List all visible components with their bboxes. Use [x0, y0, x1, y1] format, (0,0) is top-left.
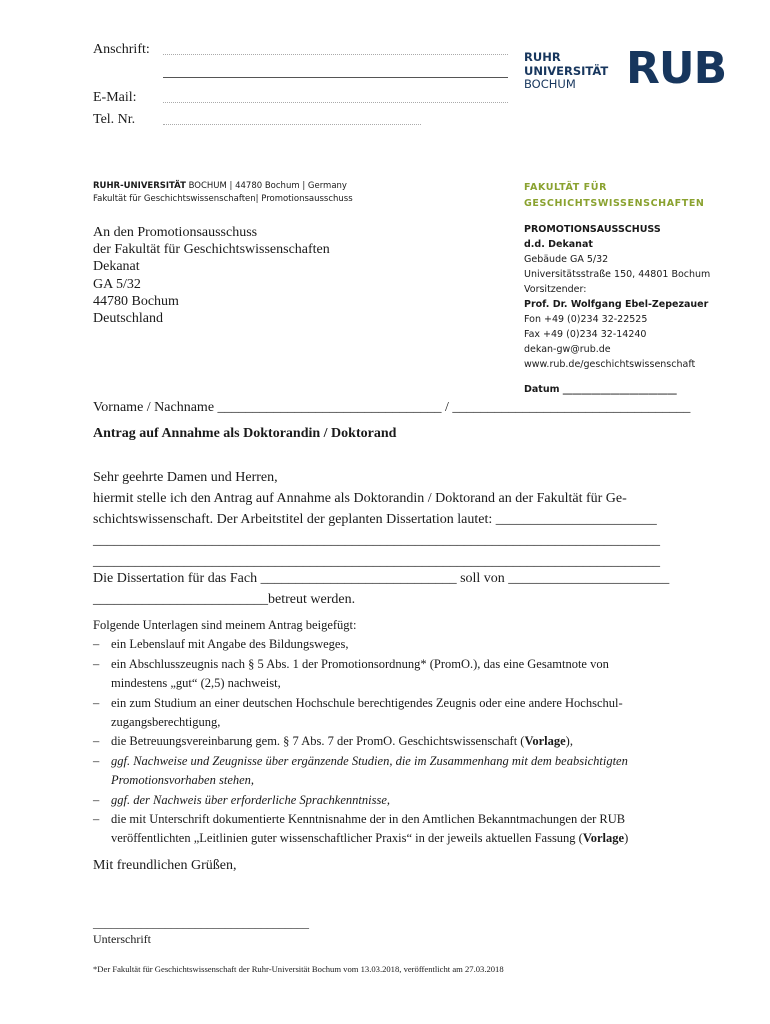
- list-item: [93, 791, 733, 810]
- committee-title: PROMOTIONSAUSSCHUSS: [524, 224, 661, 235]
- return-address-university: RUHR-UNIVERSITÄT: [93, 181, 186, 191]
- recipient-line: Dekanat: [93, 259, 140, 275]
- list-item-text: die Betreuungsvereinbarung gem. § 7 Abs. 7 der PromO. Geschichtswissenschaft (: [111, 734, 525, 749]
- email-field-line[interactable]: [163, 102, 508, 103]
- list-item-text: die mit Unterschrift dokumentierte Kenntnisnahme der in den Amtlichen Bekanntmachungen der RUB: [111, 812, 626, 827]
- list-dash: –: [93, 695, 100, 710]
- salutation: Sehr geehrte Damen und Herren,: [93, 470, 278, 485]
- fach-line[interactable]: Die Dissertation für das Fach ____________________________ soll von _______________________: [93, 571, 670, 586]
- address-field-line-2[interactable]: [163, 77, 508, 78]
- list-item-text: ggf. der Nachweis über erforderliche Sprachkenntnisse,: [111, 792, 391, 807]
- faculty-name: [524, 180, 704, 212]
- list-item-text: veröffentlichten „Leitlinien guter wissenschaftlicher Praxis“ in der jeweils aktuellen Fassung (: [111, 831, 583, 846]
- rub-logo: RUB: [626, 43, 727, 94]
- return-address-line-1: [93, 181, 347, 191]
- supervisor-line[interactable]: _________________________betreut werden.: [93, 592, 356, 607]
- template-link[interactable]: Vorlage: [524, 734, 566, 749]
- fax-number: Fax +49 (0)234 32-14240: [524, 329, 647, 340]
- list-item-text: ein Abschlusszeugnis nach § 5 Abs. 1 der Promotionsordnung* (PromO.), das eine Gesamtnote von: [111, 656, 609, 671]
- list-dash: –: [93, 656, 100, 671]
- list-dash: –: [93, 812, 100, 827]
- name-line[interactable]: Vorname / Nachname ________________________________ / __________________________________: [93, 400, 691, 415]
- list-item-text: ein zum Studium an einer deutschen Hochschule berechtigendes Zeugnis oder eine andere Hochschul-: [111, 695, 623, 710]
- list-dash: –: [93, 753, 100, 768]
- phone-number: Fon +49 (0)234 32-22525: [524, 314, 648, 325]
- street-address: Universitätsstraße 150, 44801 Bochum: [524, 269, 711, 280]
- return-address-line-2: Fakultät für Geschichtswissenschaften| Promotionsausschuss: [93, 194, 353, 204]
- contact-block: [524, 222, 764, 372]
- email-label: E-Mail:: [93, 90, 137, 105]
- attachments-list: [93, 616, 733, 849]
- closing: Mit freundlichen Grüßen,: [93, 858, 237, 873]
- subject-area-block: [93, 568, 669, 610]
- list-item: [93, 655, 733, 674]
- address-label: Anschrift:: [93, 42, 150, 57]
- date-field[interactable]: Datum ________________________: [524, 384, 677, 395]
- dean-label: d.d. Dekanat: [524, 239, 593, 250]
- list-dash: –: [93, 792, 100, 807]
- recipient-line: An den Promotionsausschuss: [93, 225, 258, 240]
- recipient-line: GA 5/32: [93, 276, 141, 292]
- return-address-city: BOCHUM | 44780 Bochum | Germany: [185, 181, 347, 191]
- wordmark-line-3: BOCHUM: [524, 77, 576, 91]
- list-item-text: zugangsberechtigung,: [111, 715, 221, 730]
- wordmark-line-1: RUHR: [524, 50, 561, 64]
- footnote: *Der Fakultät für Geschichtswissenschaft der Ruhr-Universität Bochum vom 13.03.2018, veröffentlicht am 27.03.2018: [93, 964, 504, 974]
- list-item-text: ): [624, 831, 629, 846]
- faculty-line-1: FAKULTÄT FÜR: [524, 182, 608, 193]
- contact-website[interactable]: www.rub.de/geschichtswissenschaft: [524, 359, 696, 370]
- list-item-continuation: [93, 829, 733, 848]
- building: Gebäude GA 5/32: [524, 254, 609, 265]
- chair-name: Prof. Dr. Wolfgang Ebel-Zepezauer: [524, 299, 709, 310]
- signature-label: Unterschrift: [93, 932, 151, 946]
- recipient-line: der Fakultät für Geschichtswissenschaften: [93, 242, 330, 258]
- list-item-continuation: [93, 713, 733, 732]
- title-blank-line[interactable]: _________________________________________________________________________________: [93, 554, 660, 569]
- chair-label: Vorsitzender:: [524, 284, 587, 295]
- phone-field-line[interactable]: [163, 124, 421, 125]
- list-item: [93, 694, 733, 713]
- contact-email[interactable]: dekan-gw@rub.de: [524, 344, 611, 355]
- address-field-line-1[interactable]: [163, 54, 508, 55]
- template-link[interactable]: Vorlage: [582, 831, 625, 846]
- list-item: [93, 635, 733, 654]
- list-dash: –: [93, 734, 100, 749]
- faculty-line-2: GESCHICHTSWISSENSCHAFTEN: [524, 198, 705, 209]
- list-item-text: Promotionsvorhaben stehen,: [111, 773, 255, 788]
- list-item-text: ein Lebenslauf mit Angabe des Bildungsweges,: [111, 637, 349, 652]
- wordmark-line-2: UNIVERSITÄT: [524, 63, 609, 78]
- title-field-line[interactable]: schichtswissenschaft. Der Arbeitstitel der geplanten Dissertation lautet: _______________________: [93, 512, 657, 527]
- list-dash: –: [93, 637, 100, 652]
- list-item-text: mindestens „gut“ (2,5) nachweist,: [111, 676, 281, 691]
- attachments-intro: Folgende Unterlagen sind meinem Antrag beigefügt:: [93, 618, 357, 632]
- list-item: [93, 752, 733, 771]
- subject-heading: Antrag auf Annahme als Doktorandin / Doktorand: [93, 426, 397, 441]
- list-item-text: ),: [565, 734, 573, 749]
- list-item: [93, 810, 733, 829]
- list-item-continuation: [93, 674, 733, 693]
- body-line: hiermit stelle ich den Antrag auf Annahme als Doktorandin / Doktorand an der Fakultät für Ge-: [93, 491, 627, 506]
- recipient-address: [93, 224, 330, 327]
- signature-line[interactable]: ____________________________________: [93, 916, 309, 930]
- university-wordmark: [524, 51, 608, 92]
- recipient-line: Deutschland: [93, 311, 163, 327]
- list-item: [93, 732, 733, 751]
- phone-label: Tel. Nr.: [93, 112, 136, 127]
- list-item-continuation: [93, 771, 733, 790]
- title-blank-line[interactable]: _________________________________________________________________________________: [93, 533, 660, 548]
- letter-body: [93, 467, 733, 572]
- recipient-line: 44780 Bochum: [93, 293, 179, 309]
- list-item-text: ggf. Nachweise und Zeugnisse über ergänzende Studien, die im Zusammenhang mit dem beabsichtigten: [111, 753, 628, 768]
